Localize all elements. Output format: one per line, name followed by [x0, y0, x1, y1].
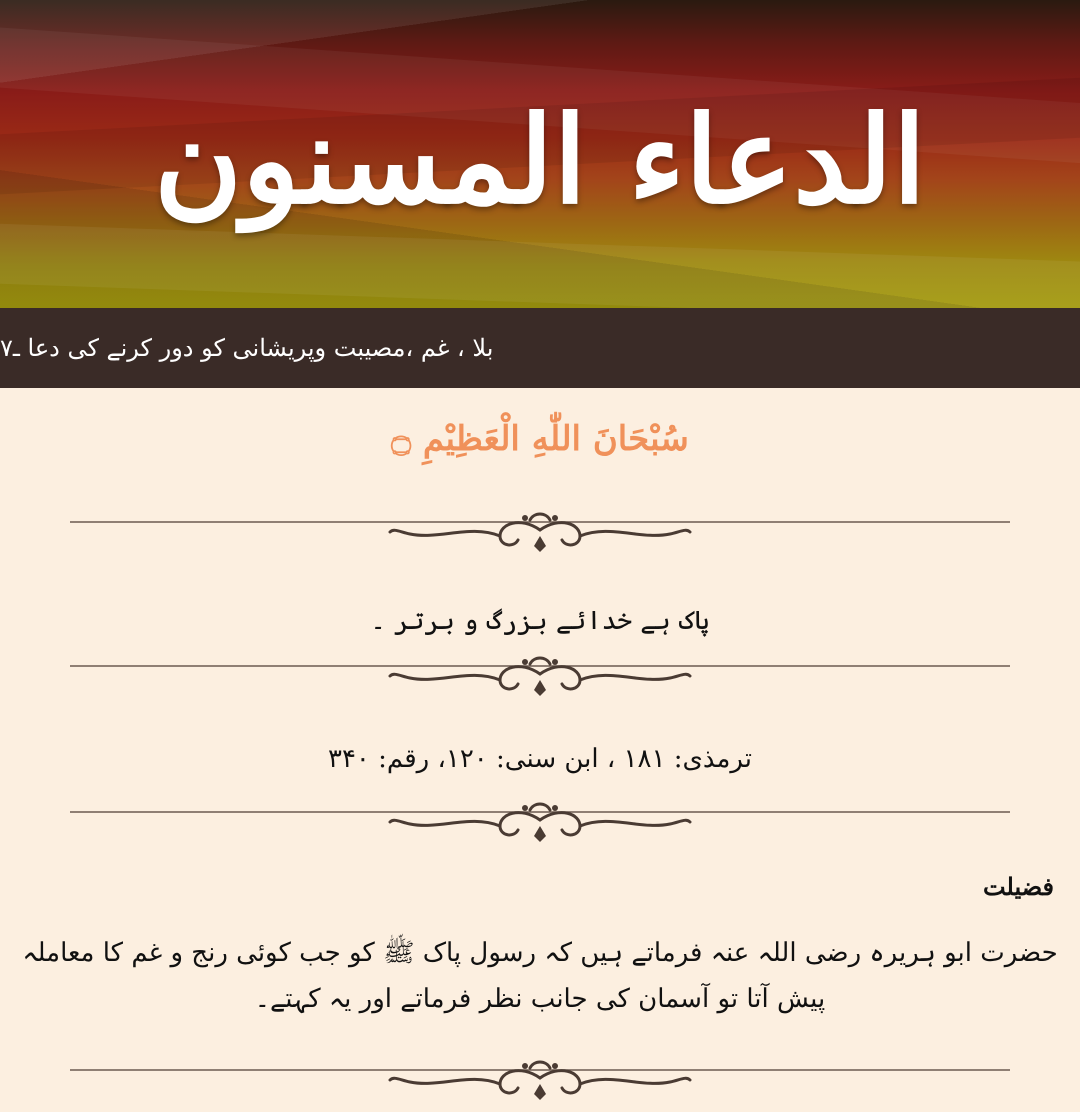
fazilat-paragraph: حضرت ابو ہریرہ رضی اللہ عنہ فرماتے ہیں کہ رسول پاک ﷺ کو جب کوئی رنج و غم کا معاملہ پیش آتا تو آسمان کی جانب نظر فرماتے اور یہ کہتے۔ [22, 938, 1058, 1014]
fazilat-heading: فضیلت [982, 872, 1054, 901]
dua-subtitle: بلا ، غم ،مصیبت وپریشانی کو دور کرنے کی دعا ـ۷ [0, 334, 494, 362]
ornament-divider [70, 796, 1010, 842]
dua-subtitle-bar [0, 308, 1080, 388]
ornament-divider [70, 1054, 1010, 1100]
hadith-reference: ترمذی: ۱۸۱ ، ابن سنی: ۱۲۰، رقم: ۳۴۰ [328, 744, 752, 774]
banner-calligraphy-title: الدعاء المسنون [154, 89, 926, 231]
ornament-divider [70, 650, 1010, 696]
header-banner [0, 0, 1080, 308]
arabic-dua-text: سُبْحَانَ اللّٰهِ الْعَظِيْمِ ۝ [391, 419, 689, 459]
ornament-divider [70, 506, 1010, 552]
urdu-translation: پاک ہے خدائے بزرگ و برتر ۔ [370, 606, 710, 636]
